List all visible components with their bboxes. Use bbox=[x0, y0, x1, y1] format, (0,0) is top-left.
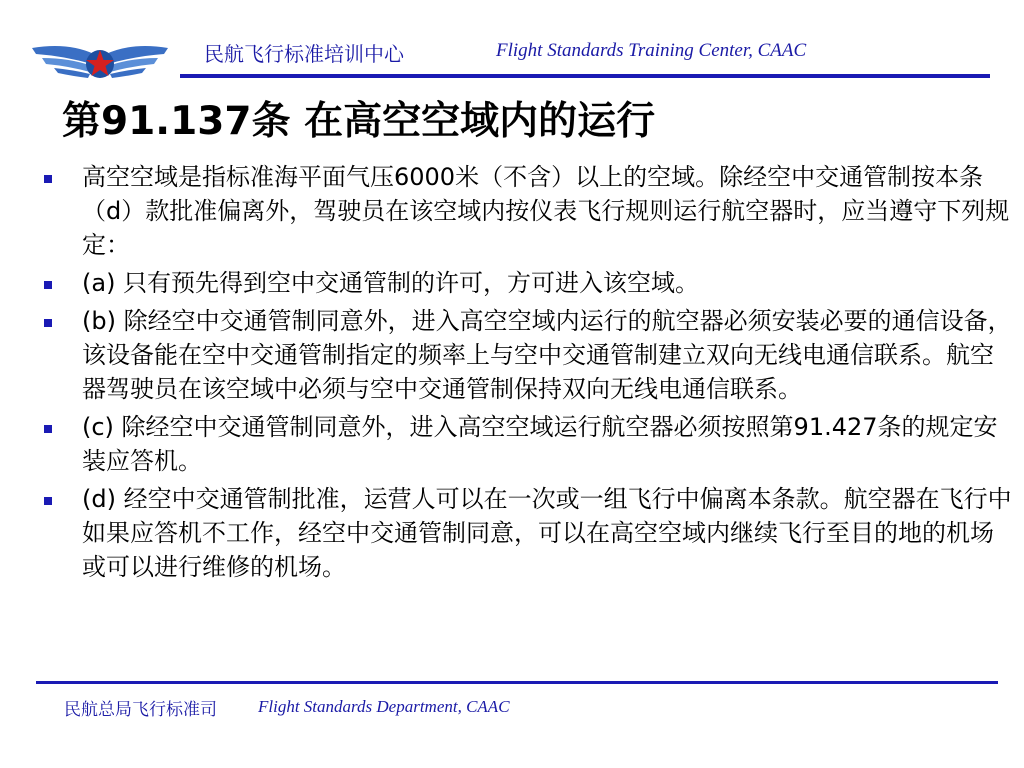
header-title-en: Flight Standards Training Center, CAAC bbox=[496, 40, 807, 61]
bullet-item bbox=[44, 304, 1012, 406]
bullet-square-icon bbox=[44, 319, 52, 327]
footer-divider bbox=[36, 681, 998, 684]
bullet-text: (d) 经空中交通管制批准，运营人可以在一次或一组飞行中偏离本条款。航空器在飞行中如果应答机不工作，经空中交通管制同意，可以在高空空域内继续飞行至目的地的机场或可以进行维修的机场。 bbox=[82, 485, 1012, 581]
bullet-square-icon bbox=[44, 281, 52, 289]
bullet-square-icon bbox=[44, 175, 52, 183]
header-title-cn: 民航飞行标准培训中心 bbox=[204, 42, 404, 66]
bullet-text: 高空空域是指标准海平面气压6000米（不含）以上的空域。除经空中交通管制按本条（d）款批准偏离外，驾驶员在该空域内按仪表飞行规则运行航空器时，应当遵守下列规定： bbox=[82, 163, 1010, 259]
bullet-list bbox=[44, 160, 1012, 588]
slide-title: 第91.137条 在高空空域内的运行 bbox=[62, 99, 656, 144]
bullet-text: (c) 除经空中交通管制同意外，进入高空空域运行航空器必须按照第91.427条的规定安装应答机。 bbox=[82, 413, 998, 475]
bullet-text: (b) 除经空中交通管制同意外，进入高空空域内运行的航空器必须安装必要的通信设备，该设备能在空中交通管制指定的频率上与空中交通管制建立双向无线电通信联系。航空器驾驶员在该空域中必须与空中交通管制保持双向无线电通信联系。 bbox=[82, 307, 1012, 403]
bullet-square-icon bbox=[44, 497, 52, 505]
bullet-item bbox=[44, 266, 1012, 300]
caac-logo-icon bbox=[28, 30, 172, 90]
bullet-item bbox=[44, 160, 1012, 262]
bullet-item bbox=[44, 482, 1012, 584]
bullet-square-icon bbox=[44, 425, 52, 433]
header-divider bbox=[180, 74, 990, 78]
bullet-text: (a) 只有预先得到空中交通管制的许可，方可进入该空域。 bbox=[82, 269, 700, 297]
footer-title-cn: 民航总局飞行标准司 bbox=[64, 700, 217, 720]
footer-title-en: Flight Standards Department, CAAC bbox=[258, 697, 510, 716]
bullet-item bbox=[44, 410, 1012, 478]
